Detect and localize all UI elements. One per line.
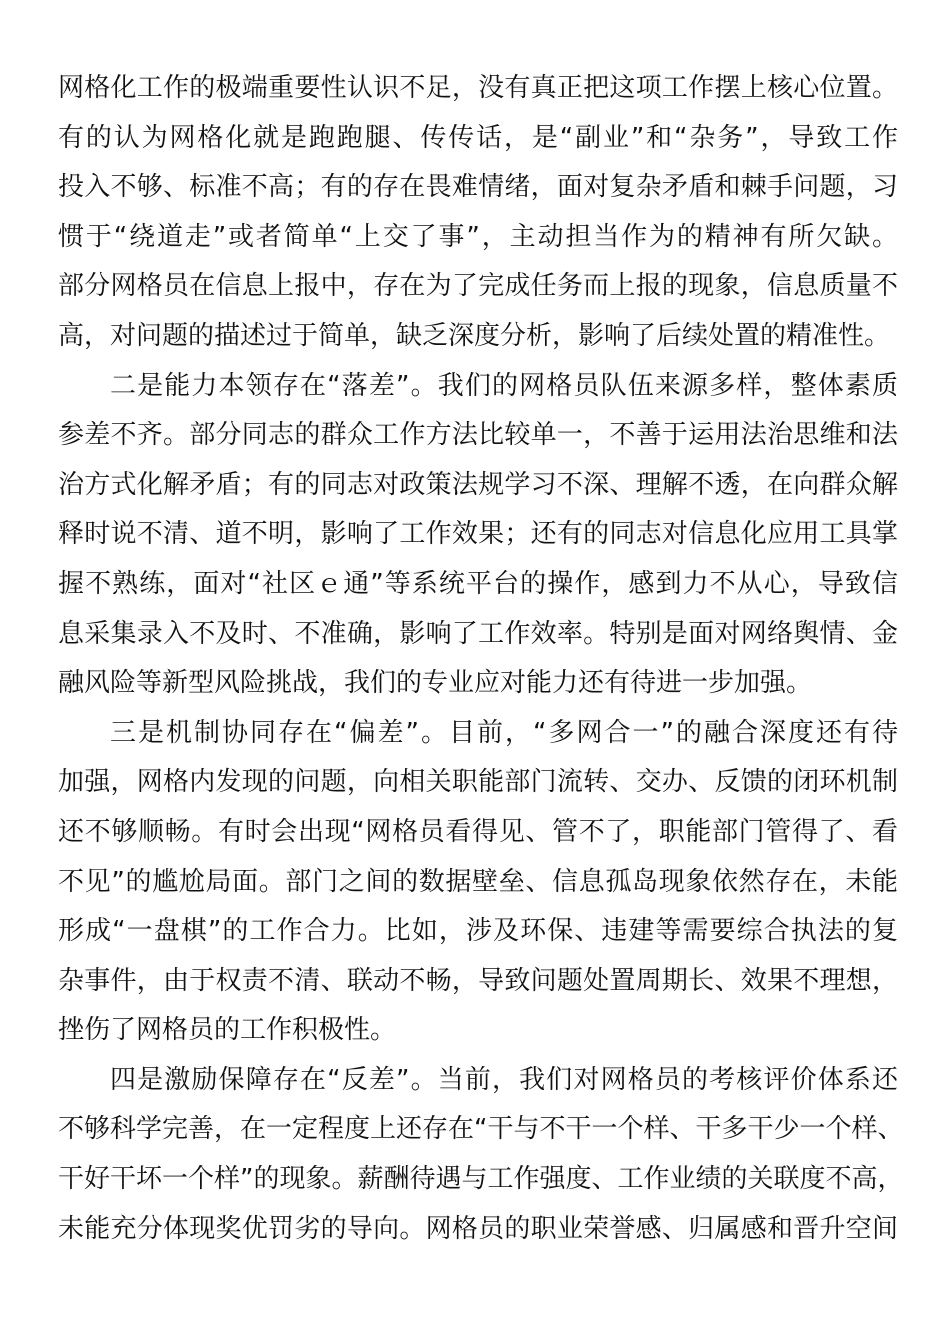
- paragraph-heading-line: 三是机制协同存在“偏差”。目前，“多网合一”的融合深度还有待: [110, 717, 898, 748]
- text-line: 有的认为网格化就是跑跑腿、传传话，是“副业”和“杂务”，导致工作: [58, 122, 898, 153]
- text-line: 息采集录入不及时、不准确，影响了工作效率。特别是面对网络舆情、金: [58, 618, 898, 649]
- text-line: 挫伤了网格员的工作积极性。: [58, 1015, 397, 1046]
- text-line: 握不熟练，面对“社区ｅ通”等系统平台的操作，感到力不从心，导致信: [58, 568, 898, 599]
- paragraph-heading-line: 二是能力本领存在“落差”。我们的网格员队伍来源多样，整体素质: [110, 370, 898, 401]
- paragraph-heading-line: 四是激励保障存在“反差”。当前，我们对网格员的考核评价体系还: [110, 1064, 898, 1095]
- text-line: 杂事件，由于权责不清、联动不畅，导致问题处置周期长、效果不理想，: [58, 965, 898, 996]
- body-text: [58, 64, 904, 1254]
- text-line: 部分网格员在信息上报中，存在为了完成任务而上报的现象，信息质量不: [58, 271, 898, 302]
- text-line: 还不够顺畅。有时会出现“网格员看得见、管不了，职能部门管得了、看: [58, 816, 898, 847]
- text-line: 不够科学完善，在一定程度上还存在“干与不干一个样、干多干少一个样、: [58, 1114, 904, 1145]
- text-line: 不见”的尴尬局面。部门之间的数据壁垒、信息孤岛现象依然存在，未能: [58, 866, 898, 897]
- text-line: 投入不够、标准不高；有的存在畏难情绪，面对复杂矛盾和棘手问题，习: [58, 172, 898, 203]
- text-line: 未能充分体现奖优罚劣的导向。网格员的职业荣誉感、归属感和晋升空间: [58, 1213, 898, 1244]
- text-line: 形成“一盘棋”的工作合力。比如，涉及环保、违建等需要综合执法的复: [58, 916, 898, 947]
- text-line: 治方式化解矛盾；有的同志对政策法规学习不深、理解不透，在向群众解: [58, 469, 898, 500]
- text-line: 惯于“绕道走”或者简单“上交了事”，主动担当作为的精神有所欠缺。: [58, 221, 898, 252]
- text-line: 融风险等新型风险挑战，我们的专业应对能力还有待进一步加强。: [58, 668, 813, 699]
- text-line: 网格化工作的极端重要性认识不足，没有真正把这项工作摆上核心位置。: [58, 73, 898, 103]
- text-line: 释时说不清、道不明，影响了工作效果；还有的同志对信息化应用工具掌: [58, 519, 898, 550]
- text-line: 参差不齐。部分同志的群众工作方法比较单一，不善于运用法治思维和法: [58, 420, 898, 451]
- text-line: 干好干坏一个样”的现象。薪酬待遇与工作强度、工作业绩的关联度不高，: [58, 1164, 904, 1195]
- text-line: 加强，网格内发现的问题，向相关职能部门流转、交办、反馈的闭环机制: [58, 767, 898, 798]
- text-line: 高，对问题的描述过于简单，缺乏深度分析，影响了后续处置的精准性。: [58, 320, 891, 351]
